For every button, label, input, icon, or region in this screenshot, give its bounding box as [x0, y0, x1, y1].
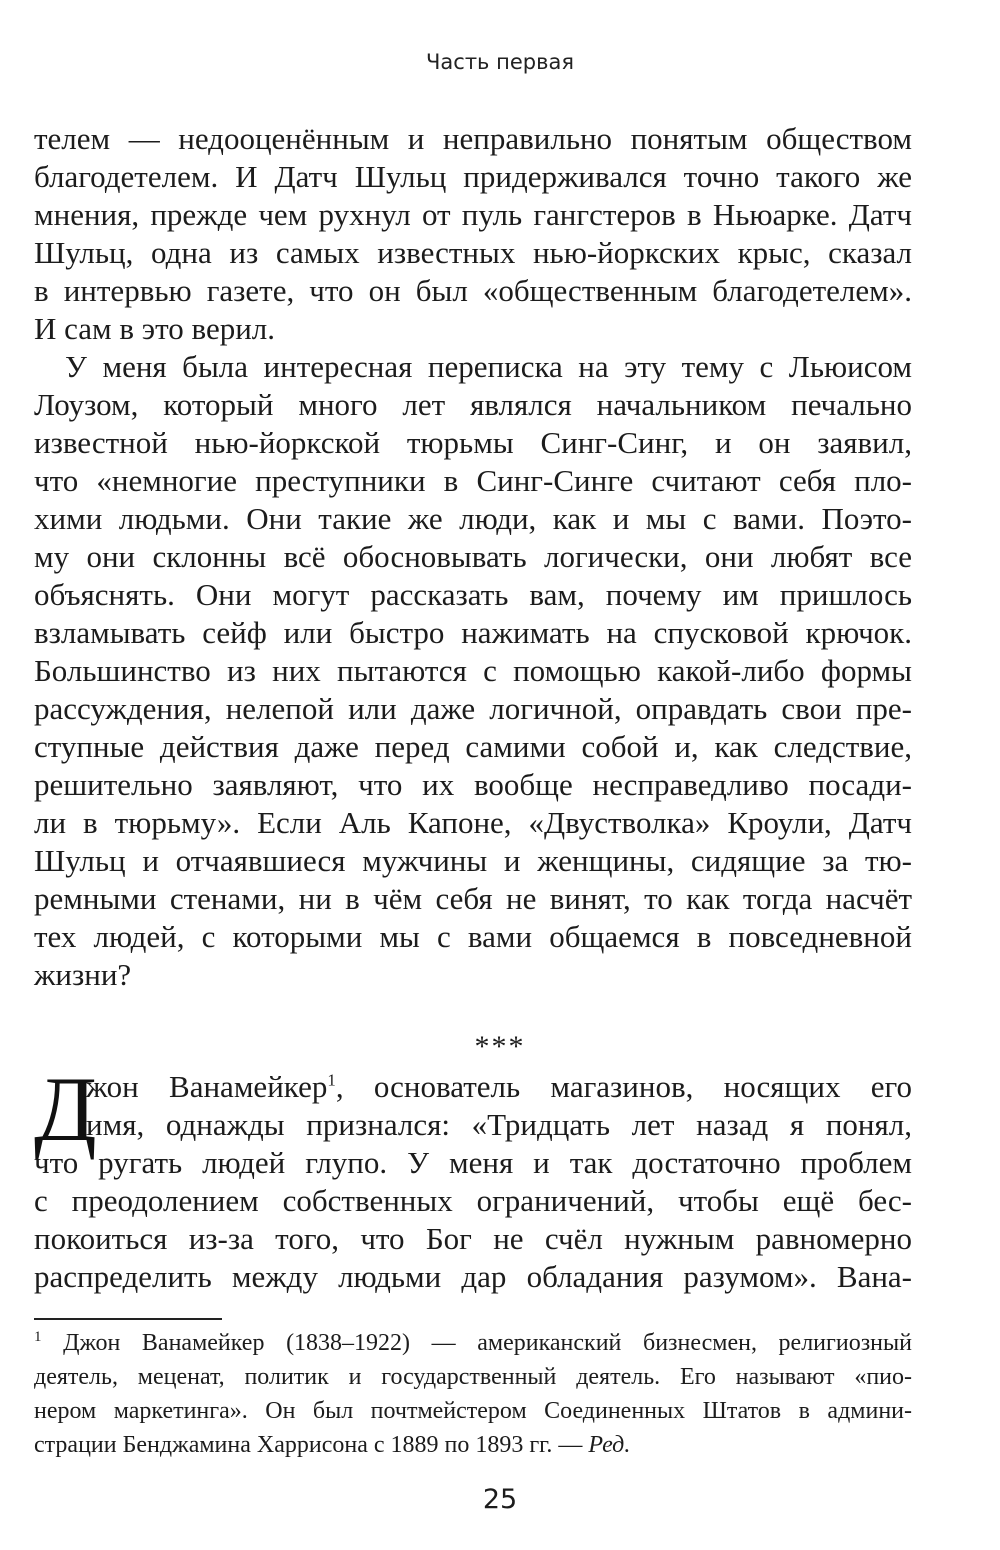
footnote-line: $^1$ Джон Ванамейкер (1838–1922) — американский бизнесмен, религиозный — [34, 1329, 912, 1356]
footnote — [34, 1326, 912, 1462]
text-line: Шульц, одна из самых известных нью-йоркских крыс, сказал — [34, 235, 912, 270]
text-line: что «немногие преступники в Синг-Синге считают себя пло- — [34, 463, 912, 498]
wanamaker-paragraph — [34, 1058, 912, 1296]
text-line: И сам в это верил. — [34, 311, 276, 346]
text-line: Шульц и отчаявшиеся мужчины и женщины, сидящие за тю- — [34, 843, 912, 878]
text-line: ступные действия даже перед самими собой и, как следствие, — [34, 729, 912, 764]
page-number: 25 — [482, 1484, 518, 1515]
running-head: Часть первая — [426, 50, 574, 74]
footnote-line: страции Бенджамина Харрисона с 1889 по 1893 гг. — Ред. — [34, 1432, 631, 1458]
section-separator: *** — [474, 1030, 526, 1063]
text-line: жон Ванамейкер$^1$, основатель магазинов, носящих его — [86, 1069, 912, 1104]
footnote-rule — [34, 1318, 222, 1320]
text-line: известной нью-йоркской тюрьмы Синг-Синг, и он заявил, — [34, 425, 912, 460]
text-line: распределить между людьми дар обладания разумом». Вана- — [34, 1259, 912, 1294]
text-line: решительно заявляют, что их вообще несправедливо посади- — [34, 767, 912, 802]
text-line: жизни? — [34, 957, 132, 992]
text-line: что ругать людей глупо. У меня и так достаточно проблем — [34, 1145, 912, 1180]
text-line: рассуждения, нелепой или даже логичной, оправдать свои пре- — [34, 691, 912, 726]
footnote-mark: 1 — [34, 1329, 42, 1345]
text-line: мнения, прежде чем рухнул от пуль гангстеров в Ньюарке. Датч — [34, 197, 912, 232]
text-line: ли в тюрьму». Если Аль Капоне, «Двустволка» Кроули, Датч — [34, 805, 912, 840]
text-line: У меня была интересная переписка на эту тему с Льюисом — [65, 349, 912, 384]
text-line: ремными стенами, ни в чём себя не винят, то как тогда насчёт — [34, 881, 912, 916]
footnote-line: нером маркетинга». Он был почтмейстером Соединенных Штатов в админи- — [34, 1398, 912, 1424]
main-text — [34, 120, 912, 994]
text-line: телем — недооценённым и неправильно понятым обществом — [34, 121, 912, 156]
footnote-reference[interactable]: 1 — [327, 1070, 336, 1090]
text-line: покоиться из-за того, что Бог не счёл нужным равномерно — [34, 1221, 912, 1256]
text-line: благодетелем. И Датч Шульц придерживался точно такого же — [34, 159, 912, 194]
drop-cap: Д — [34, 1058, 97, 1160]
text-line: имя, однажды признался: «Тридцать лет назад я понял, — [86, 1107, 912, 1142]
text-line: объяснять. Они могут рассказать вам, почему им пришлось — [34, 577, 912, 612]
editor-note: Ред. — [588, 1432, 631, 1458]
text-line: Лоузом, который много лет являлся начальником печально — [34, 387, 912, 422]
text-line: Большинство из них пытаются с помощью какой-либо формы — [34, 653, 912, 688]
footnote-line: деятель, меценат, политик и государственный деятель. Его называют «пио- — [34, 1364, 912, 1390]
text-line: му они склонны всё обосновывать логически, они любят все — [34, 539, 912, 574]
text-line: взламывать сейф или быстро нажимать на спусковой крючок. — [34, 615, 912, 650]
text-line: тех людей, с которыми мы с вами общаемся в повседневной — [34, 919, 912, 954]
text-line: в интервью газете, что он был «общественным благодетелем». — [34, 273, 912, 308]
text-line: хими людьми. Они такие же люди, как и мы с вами. Поэто- — [34, 501, 912, 536]
text-line: с преодолением собственных ограничений, чтобы ещё бес- — [34, 1183, 912, 1218]
